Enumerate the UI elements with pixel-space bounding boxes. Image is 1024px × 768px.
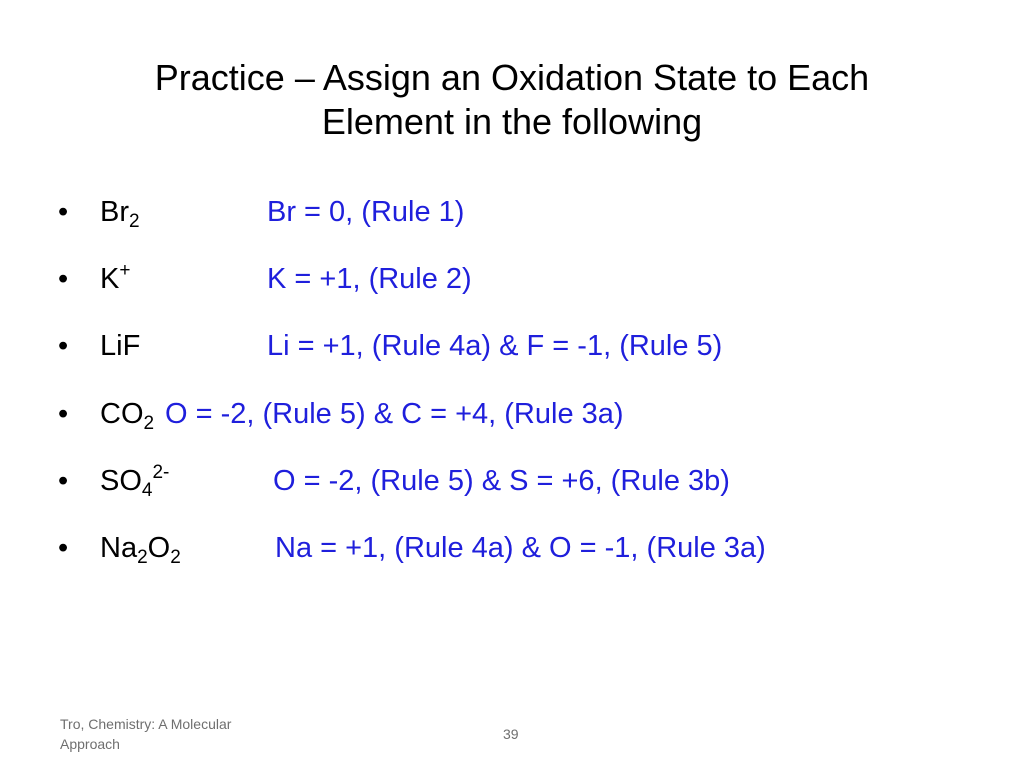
formula-part: LiF bbox=[100, 330, 141, 362]
answer-text: Na = +1, (Rule 4a) & O = -1, (Rule 3a) bbox=[275, 532, 766, 564]
formula-subscript: 2 bbox=[137, 547, 148, 568]
footer-source: Tro, Chemistry: A Molecular Approach bbox=[60, 716, 232, 752]
formula bbox=[100, 192, 140, 232]
bullet-dot: • bbox=[58, 532, 69, 564]
answer-text: O = -2, (Rule 5) & S = +6, (Rule 3b) bbox=[273, 465, 730, 497]
bullet-dot: • bbox=[58, 398, 69, 430]
formula-part: O bbox=[147, 532, 171, 564]
formula-superscript: 2- bbox=[152, 462, 170, 483]
page-number: 39 bbox=[503, 726, 519, 742]
answer-text: O = -2, (Rule 5) & C = +4, (Rule 3a) bbox=[165, 398, 624, 430]
title-line-1: Practice – Assign an Oxidation State to Each bbox=[154, 57, 870, 98]
formula bbox=[100, 394, 154, 434]
bullet-dot: • bbox=[58, 465, 69, 497]
formula bbox=[100, 259, 130, 299]
answer-text: Li = +1, (Rule 4a) & F = -1, (Rule 5) bbox=[267, 330, 723, 362]
formula-part: Br bbox=[100, 196, 129, 228]
formula-superscript: + bbox=[119, 260, 131, 281]
answer-text: K = +1, (Rule 2) bbox=[267, 263, 472, 295]
bullet-dot: • bbox=[58, 196, 69, 228]
formula-subscript: 2 bbox=[129, 211, 140, 232]
formula-part: K bbox=[100, 263, 120, 295]
title-line-2: Element in the following bbox=[321, 101, 703, 142]
bullet-dot: • bbox=[58, 263, 69, 295]
formula-part: Na bbox=[100, 532, 138, 564]
formula-part: SO bbox=[100, 465, 142, 497]
formula-part: CO bbox=[100, 398, 144, 430]
formula bbox=[100, 461, 169, 501]
formula-subscript: 2 bbox=[170, 547, 181, 568]
formula bbox=[100, 326, 140, 366]
formula-subscript: 4 bbox=[141, 480, 153, 501]
bullet-dot: • bbox=[58, 330, 69, 362]
formula-subscript: 2 bbox=[143, 413, 155, 434]
formula bbox=[100, 528, 181, 568]
answer-text: Br = 0, (Rule 1) bbox=[267, 196, 465, 228]
